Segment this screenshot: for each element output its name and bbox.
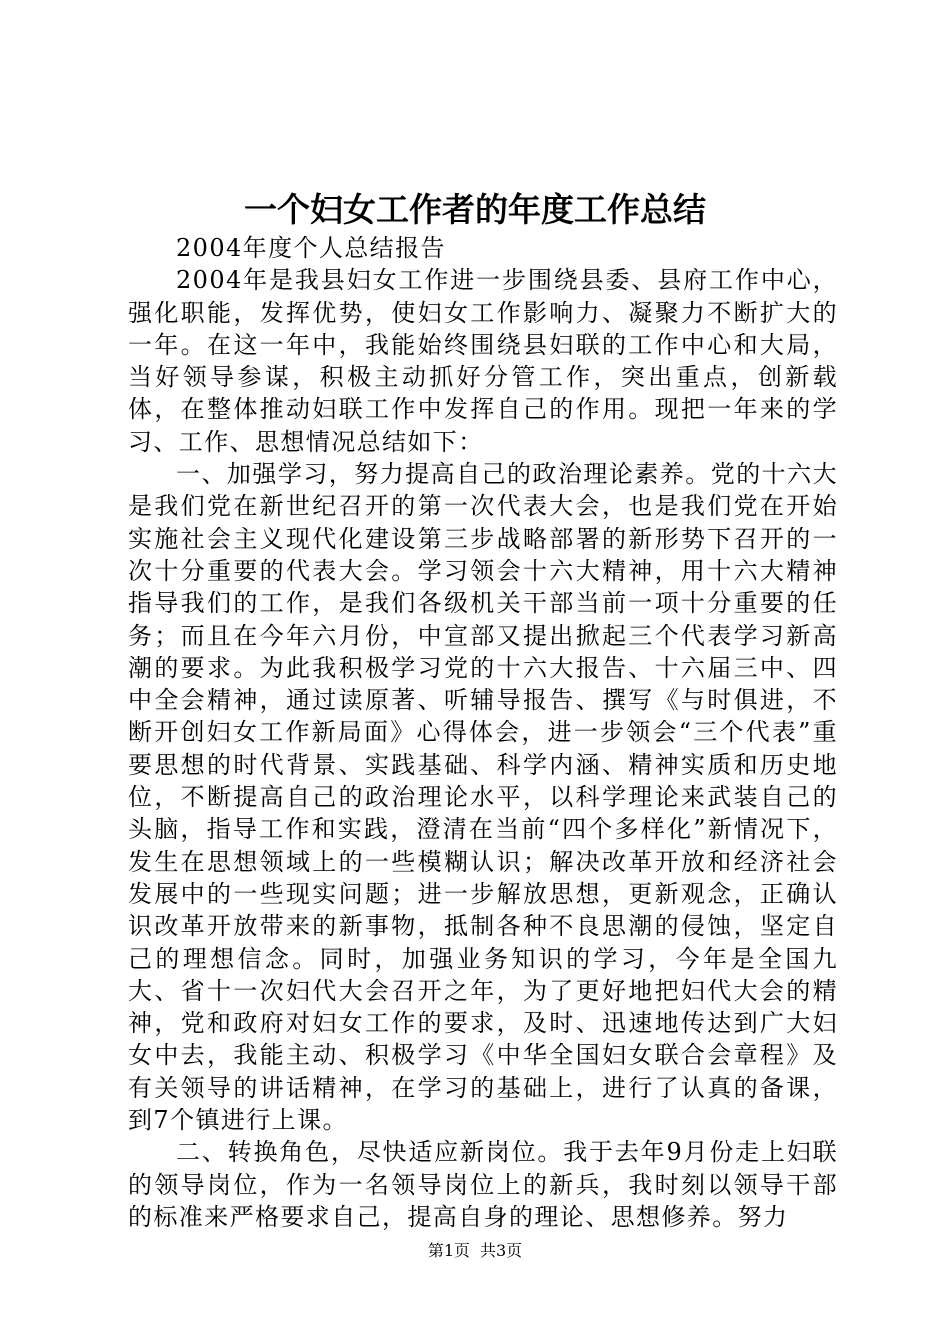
- intro-paragraph: 2004年是我县妇女工作进一步围绕县委、县府工作中心，强化职能，发挥优势，使妇女工作影响力、凝聚力不断扩大的一年。在这一年中，我能始终围绕县妇联的工作中心和大局，当好领导参谋，积极主动抓好分管工作，突出重点，创新载体，在整体推动妇联工作中发挥自己的作用。现把一年来的学习、工作、思想情况总结如下：: [128, 266, 838, 456]
- section-two-paragraph: 二、转换角色，尽快适应新岗位。我于去年9月份走上妇联的领导岗位，作为一名领导岗位上的新兵，我时刻以领导干部的标准来严格要求自己，提高自身的理论、思想修养。努力: [128, 1138, 838, 1231]
- page-number: 第1页: [427, 1241, 470, 1260]
- page-total: 共3页: [480, 1241, 523, 1260]
- document-body: [128, 232, 838, 1233]
- report-subtitle-paragraph: 2004年度个人总结报告: [176, 234, 446, 262]
- document-title: 一个妇女工作者的年度工作总结: [244, 190, 706, 229]
- page-footer: [0, 1241, 950, 1261]
- section-one-paragraph: 一、加强学习，努力提高自己的政治理论素养。党的十六大是我们党在新世纪召开的第一次代表大会，也是我们党在开始实施社会主义现代化建设第三步战略部署的新形势下召开的一次十分重要的代表大会。学习领会十六大精神，用十六大精神指导我们的工作，是我们各级机关干部当前一项十分重要的任务；而且在今年六月份，中宣部又提出掀起三个代表学习新高潮的要求。为此我积极学习党的十六大报告、十六届三中、四中全会精神，通过读原著、听辅导报告、撰写《与时俱进，不断开创妇女工作新局面》心得体会，进一步领会“三个代表”重要思想的时代背景、实践基础、科学内涵、精神实质和历史地位，不断提高自己的政治理论水平，以科学理论来武装自己的头脑，指导工作和实践，澄清在当前“四个多样化”新情况下，发生在思想领域上的一些模糊认识；解决改革开放和经济社会发展中的一些现实问题；进一步解放思想，更新观念，正确认识改革开放带来的新事物，抵制各种不良思潮的侵蚀，坚定自己的理想信念。同时，加强业务知识的学习，今年是全国九大、省十一次妇代大会召开之年，为了更好地把妇代大会的精神，党和政府对妇女工作的要求，及时、迅速地传达到广大妇女中去，我能主动、积极学习《中华全国妇女联合会章程》及有关领导的讲话精神，在学习的基础上，进行了认真的备课，到7个镇进行上课。: [128, 460, 838, 1135]
